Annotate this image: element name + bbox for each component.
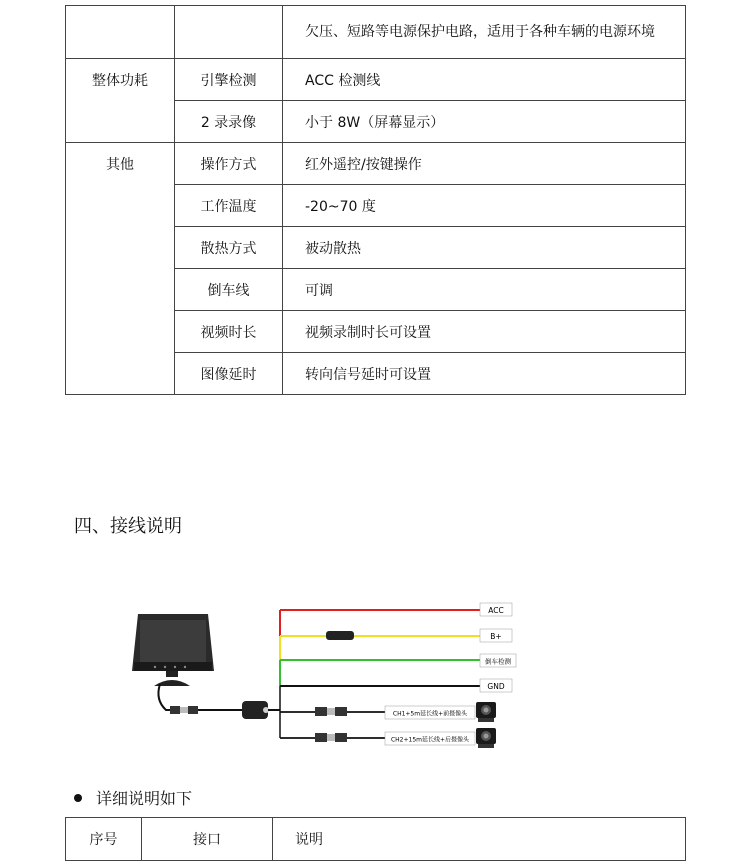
value-cell: 小于 8W（屏幕显示） <box>283 101 686 143</box>
wire-label-gnd: GND <box>487 682 505 691</box>
item-cell: 视频时长 <box>175 311 283 353</box>
value-cell: 可调 <box>283 269 686 311</box>
connector-icon <box>335 707 347 716</box>
header-port: 接口 <box>142 818 273 861</box>
connector-icon <box>335 733 347 742</box>
wiring-diagram <box>130 596 530 756</box>
value-cell: -20~70 度 <box>283 185 686 227</box>
camera-label-ch2: CH2+15m延长线+后摄像头 <box>390 736 470 744</box>
section-title: 四、接线说明 <box>74 516 182 537</box>
spec-table <box>65 5 686 395</box>
bullet-icon <box>74 794 82 802</box>
value-cell: 转向信号延时可设置 <box>283 353 686 395</box>
item-cell: 图像延时 <box>175 353 283 395</box>
connector-icon <box>188 706 198 714</box>
fuse-holder-icon <box>326 631 354 640</box>
group-cell <box>66 6 175 59</box>
connector-icon <box>170 706 180 714</box>
table-row <box>66 6 686 59</box>
monitor-icon <box>132 614 214 686</box>
camera-icon <box>476 702 496 722</box>
detail-intro <box>74 786 192 809</box>
table-row <box>66 59 686 101</box>
item-cell: 引擎检测 <box>175 59 283 101</box>
connector-icon <box>315 707 327 716</box>
connector-icon <box>315 733 327 742</box>
item-cell: 散热方式 <box>175 227 283 269</box>
table-header-row <box>66 818 686 861</box>
value-cell: 欠压、短路等电源保护电路，适用于各种车辆的电源环境 <box>283 6 686 59</box>
wire-label-bplus: B+ <box>490 632 502 641</box>
group-cell: 整体功耗 <box>66 59 175 143</box>
header-no: 序号 <box>66 818 142 861</box>
header-desc: 说明 <box>273 818 686 861</box>
value-cell: 视频录制时长可设置 <box>283 311 686 353</box>
item-cell: 工作温度 <box>175 185 283 227</box>
wire-label-acc: ACC <box>488 606 504 615</box>
group-cell: 其他 <box>66 143 175 395</box>
item-cell: 倒车线 <box>175 269 283 311</box>
camera-label-ch1: CH1+5m延长线+前摄像头 <box>392 710 468 718</box>
value-cell: ACC 检测线 <box>283 59 686 101</box>
detail-intro-text: 详细说明如下 <box>96 789 193 808</box>
item-cell: 操作方式 <box>175 143 283 185</box>
detail-table <box>65 817 686 861</box>
item-cell <box>175 6 283 59</box>
wire-label-reverse: 倒车检测 <box>485 657 511 666</box>
value-cell: 红外遥控/按键操作 <box>283 143 686 185</box>
camera-icon <box>476 728 496 748</box>
table-row <box>66 143 686 185</box>
item-cell: 2 录录像 <box>175 101 283 143</box>
value-cell: 被动散热 <box>283 227 686 269</box>
